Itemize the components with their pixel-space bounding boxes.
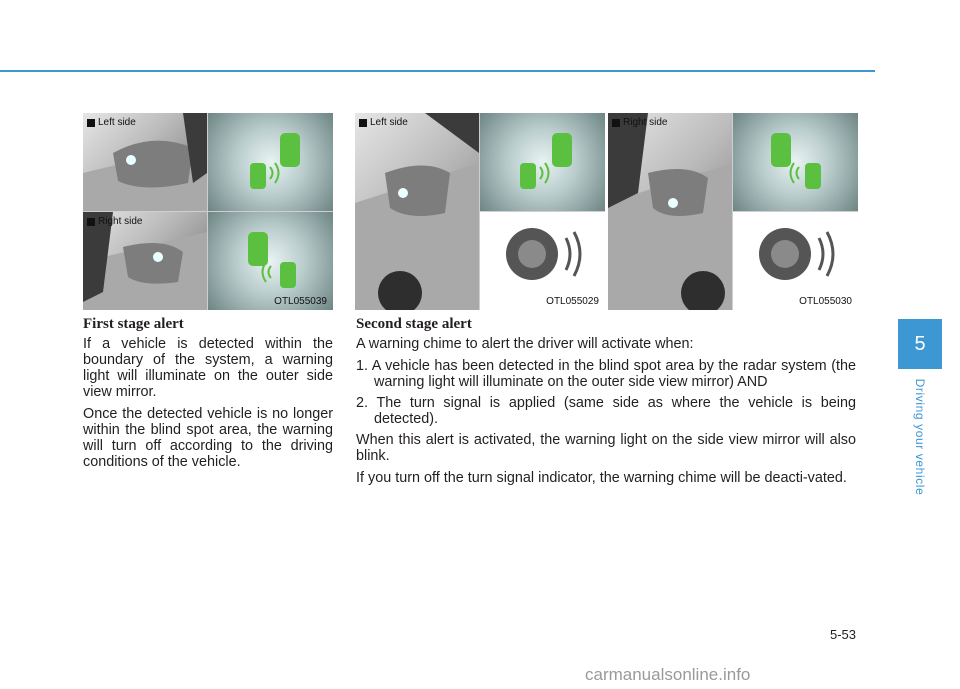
figure-code: OTL055039 (274, 296, 327, 307)
caption-left-side: Left side (359, 117, 408, 128)
figure-code: OTL055029 (546, 296, 599, 307)
paragraph: When this alert is activated, the warning light on the side view mirror will also blink. (356, 432, 856, 464)
figure-second-stage-left (355, 113, 605, 310)
warning-light-icon (126, 155, 136, 165)
header-rule (0, 70, 875, 72)
figure-second-stage-right (608, 113, 858, 310)
chapter-tab (898, 319, 942, 369)
figure-code: OTL055030 (799, 296, 852, 307)
host-car-icon (771, 133, 791, 167)
paragraph: Once the detected vehicle is no longer within the blind spot area, the warning will turn off according to the driving conditions of the vehicle. (83, 406, 333, 470)
car-side-photo (608, 113, 732, 310)
sound-wave-icon (566, 232, 580, 276)
host-car-icon (248, 232, 268, 266)
chime-panel (480, 212, 605, 310)
target-car-icon (250, 163, 266, 189)
warning-light-icon (153, 252, 163, 262)
warning-light-icon (398, 188, 408, 198)
target-car-icon (520, 163, 536, 189)
radar-wave-icon (791, 163, 800, 183)
car-side-photo (355, 113, 479, 310)
list-item: 1. A vehicle has been detected in the blind spot area by the radar system (the warning light will illuminate on the outer side view mirror) AND (356, 358, 856, 390)
warning-light-icon (668, 198, 678, 208)
radar-panel-right (208, 212, 333, 310)
left-mirror-photo (83, 113, 207, 211)
chime-panel (733, 212, 858, 310)
second-stage-section (356, 316, 856, 492)
intro-text: A warning chime to alert the driver will activate when: (356, 336, 694, 352)
watermark: carmanualsonline.info (585, 665, 751, 684)
caption-right-side: Right side (612, 117, 667, 128)
radar-panel (733, 113, 858, 211)
radar-panel (480, 113, 605, 211)
caption-right-side: Right side (87, 216, 142, 227)
radar-panel-left (208, 113, 333, 211)
radar-wave-icon (540, 163, 549, 183)
paragraph: If you turn off the turn signal indicator, the warning chime will be deacti-vated. (356, 470, 847, 486)
right-mirror-photo (83, 212, 207, 310)
page-number: 5-53 (830, 627, 857, 642)
target-car-icon (280, 262, 296, 288)
radar-wave-icon (263, 262, 272, 282)
host-car-icon (280, 133, 300, 167)
list-item: 2. The turn signal is applied (same side as where the vehicle is being detected). (356, 395, 856, 427)
figure-first-stage (83, 113, 333, 310)
radar-wave-icon (270, 163, 279, 183)
chapter-number: 5 (914, 332, 926, 355)
first-stage-heading: First stage alert (83, 316, 184, 332)
paragraph: If a vehicle is detected within the boundary of the system, a warning light will illuminate on the outer side view mirror. (83, 336, 333, 400)
second-stage-heading: Second stage alert (356, 316, 472, 332)
sound-wave-icon (819, 232, 833, 276)
caption-left-side: Left side (87, 117, 136, 128)
first-stage-section (83, 316, 333, 476)
chapter-title: Driving your vehicle (913, 378, 927, 496)
target-car-icon (805, 163, 821, 189)
host-car-icon (552, 133, 572, 167)
